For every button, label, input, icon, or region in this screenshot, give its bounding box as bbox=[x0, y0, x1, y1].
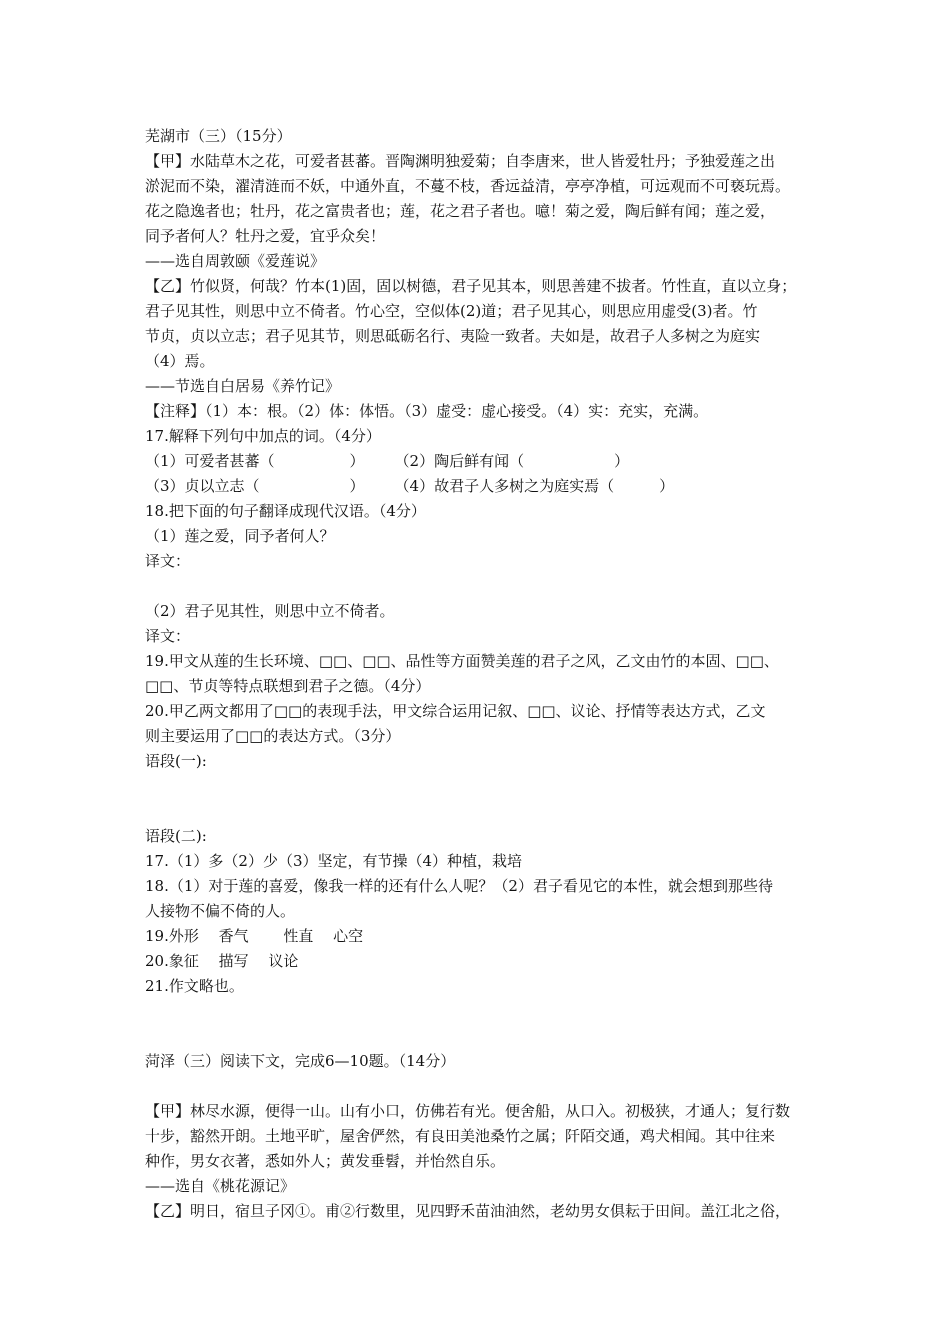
text-line: 节贞，贞以立志；君子见其节，则思砥砺名行、夷险一致者。夫如是，故君子人多树之为庭实 bbox=[145, 327, 761, 345]
blank-space bbox=[145, 999, 825, 1049]
blank-space bbox=[145, 774, 825, 824]
source-citation: ——节选自白居易《养竹记》 bbox=[145, 377, 341, 395]
text-line: 君子见其性，则思中立不倚者。竹心空，空似体(2)道；君子见其心，则思应用虚受(3)者。竹 bbox=[145, 302, 758, 320]
answer-line: 人接物不偏不倚的人。 bbox=[145, 902, 296, 920]
answer-line: 21.作文略也。 bbox=[145, 977, 244, 995]
answer-line: 18.（1）对于莲的喜爱，像我一样的还有什么人呢？（2）君子看见它的本性，就会想到那些待 bbox=[145, 877, 773, 895]
question-17-row: （3）贞以立志（ ） （4）故君子人多树之为庭实焉（ ） bbox=[145, 477, 675, 495]
answer-space bbox=[145, 574, 825, 599]
question-17-title: 17.解释下列句中加点的词。（4分） bbox=[145, 427, 381, 445]
text-line: 【甲】林尽水源，便得一山。山有小口，仿佛若有光。便舍船，从口入。初极狭，才通人；复行数 bbox=[145, 1102, 791, 1120]
text-line: 花之隐逸者也；牡丹，花之富贵者也；莲，花之君子者也。噫！菊之爱，陶后鲜有闻；莲之爱， bbox=[145, 202, 776, 220]
text-line: 种作，男女衣著，悉如外人；黄发垂髫，并怡然自乐。 bbox=[145, 1152, 506, 1170]
blank-space bbox=[145, 1074, 825, 1099]
annotation-notes: 【注释】（1）本：根。（2）体：体悟。（3）虚受：虚心接受。（4）实：充实，充满。 bbox=[145, 402, 709, 420]
document-page bbox=[145, 124, 825, 1224]
question-20-line: 20.甲乙两文都用了□□的表现手法，甲文综合运用记叙、□□、议论、抒情等表达方式，乙文 bbox=[145, 702, 766, 720]
passage-yi bbox=[145, 274, 825, 374]
translation-label: 译文： bbox=[145, 627, 191, 645]
question-18-item: （2）君子见其性，则思中立不倚者。 bbox=[145, 602, 395, 620]
text-line: 【甲】水陆草木之花，可爱者甚蕃。晋陶渊明独爱菊；自李唐来，世人皆爱牡丹；予独爱莲之出 bbox=[145, 152, 776, 170]
text-line: 十步，豁然开朗。土地平旷，屋舍俨然，有良田美池桑竹之属；阡陌交通，鸡犬相闻。其中往来 bbox=[145, 1127, 776, 1145]
text-line: 【乙】竹似贤，何哉？竹本(1)固，固以树德，君子见其本，则思善建不拔者。竹性直，直以立身； bbox=[145, 277, 797, 295]
section-heading: 芜湖市（三）（15分） bbox=[145, 127, 292, 145]
passage-label: 语段(二): bbox=[145, 827, 207, 845]
question-19-line: □□、节贞等特点联想到君子之德。（4分） bbox=[145, 677, 431, 695]
question-20-line: 则主要运用了□□的表达方式。（3分） bbox=[145, 727, 401, 745]
text-line: （4）焉。 bbox=[145, 352, 215, 370]
question-18-title: 18.把下面的句子翻译成现代汉语。（4分） bbox=[145, 502, 426, 520]
source-citation: ——选自周敦颐《爱莲说》 bbox=[145, 252, 326, 270]
question-17-row: （1）可爱者甚蕃（ ） （2）陶后鲜有闻（ ） bbox=[145, 452, 630, 470]
answer-line: 17.（1）多（2）少（3）坚定，有节操（4）种植，栽培 bbox=[145, 852, 523, 870]
passage-label: 语段(一): bbox=[145, 752, 207, 770]
translation-label: 译文： bbox=[145, 552, 191, 570]
answer-key bbox=[145, 849, 825, 999]
source-citation: ——选自《桃花源记》 bbox=[145, 1177, 296, 1195]
question-19-line: 19.甲文从莲的生长环境、□□、□□、品性等方面赞美莲的君子之风，乙文由竹的本固、□□、 bbox=[145, 652, 779, 670]
text-line: 淤泥而不染，濯清涟而不妖，中通外直，不蔓不枝，香远益清，亭亭净植，可远观而不可亵玩焉。 bbox=[145, 177, 791, 195]
text-line: 同予者何人？牡丹之爱，宜乎众矣！ bbox=[145, 227, 386, 245]
section-heading: 菏泽（三）阅读下文，完成6—10题。（14分） bbox=[145, 1052, 456, 1070]
answer-line: 19.外形 香气 性直 心空 bbox=[145, 927, 364, 945]
passage-jia bbox=[145, 149, 825, 249]
question-18-item: （1）莲之爱，同予者何人？ bbox=[145, 527, 335, 545]
passage-jia bbox=[145, 1099, 825, 1174]
text-line: 【乙】明日，宿旦子冈①。甫②行数里，见四野禾苗油油然，老幼男女俱耘于田间。盖江北之俗， bbox=[145, 1202, 791, 1220]
answer-line: 20.象征 描写 议论 bbox=[145, 952, 299, 970]
